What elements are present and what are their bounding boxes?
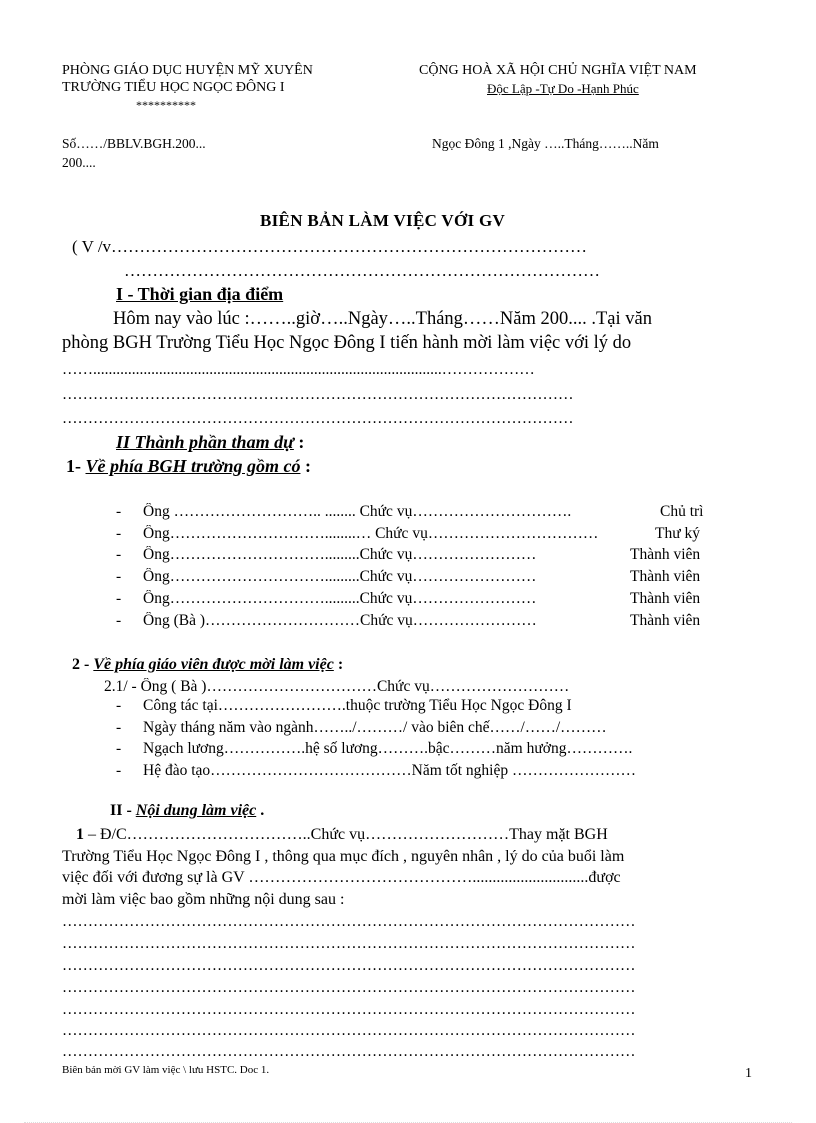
subject-line-2: ………………………………………………………………………… (124, 261, 600, 280)
bgh-subheading-num: 1- (66, 456, 86, 476)
content-dots: ………………………………………………………………………………………………… (62, 1043, 636, 1060)
member-fields: Ông (Bà )…………………………Chức vụ…………………… (143, 612, 537, 629)
footer-path: Biên bản mời GV làm việc \ lưu HSTC. Doc 1. (62, 1064, 270, 1076)
teacher-subheading (72, 656, 343, 674)
list-item (0, 697, 816, 717)
list-bullet: - (116, 590, 122, 607)
teacher-subheading-num: 2 - (72, 656, 94, 673)
section-1-line-1: Hôm nay vào lúc :……..giờ…..Ngày…..Tháng……Năm 200.... .Tại văn (113, 309, 652, 329)
teacher-name-line: 2.1/ - Ông ( Bà )……………………………Chức vụ……………………… (104, 678, 570, 695)
member-role: Thành viên (630, 612, 701, 629)
content-line-4: mời làm việc bao gồm những nội dung sau : (62, 891, 345, 908)
list-item (0, 762, 816, 782)
section-3-num: II - (110, 802, 136, 819)
content-dots: ………………………………………………………………………………………………… (62, 913, 636, 930)
bgh-subheading-text: Về phía BGH trường gồm có (85, 456, 301, 476)
reason-dots-2: ……………………………………………………………………………………… (62, 386, 574, 403)
content-line-3: việc đối với đương sự là GV …………………………………….............................được (62, 869, 621, 886)
teacher-info: Ngạch lương…………….hệ số lương……….bậc………năm hưởng…………. (143, 740, 633, 757)
list-item (0, 719, 816, 739)
section-1-heading: I - Thời gian địa điểm (116, 284, 284, 304)
list-bullet: - (116, 568, 122, 585)
document-number: Số……/BBLV.BGH.200... (62, 136, 206, 151)
teacher-info: Công tác tại…………………….thuộc trường Tiểu Học Ngọc Đông I (143, 697, 572, 714)
document-year: 200.... (62, 155, 96, 170)
list-bullet: - (116, 719, 122, 736)
school-name: TRƯỜNG TIỂU HỌC NGỌC ĐÔNG I (62, 80, 285, 95)
page-number: 1 (745, 1066, 752, 1081)
content-dots: ………………………………………………………………………………………………… (62, 979, 636, 996)
member-role: Thành viên (630, 568, 701, 585)
member-fields: Ông………………………….........Chức vụ…………………… (143, 546, 537, 563)
content-dots: ………………………………………………………………………………………………… (62, 1001, 636, 1018)
header-separator: ********** (136, 98, 196, 112)
document-date: Ngọc Đông 1 ,Ngày …..Tháng……..Năm (432, 136, 659, 151)
member-role: Thành viên (630, 546, 701, 563)
member-role: Thành viên (630, 590, 701, 607)
member-fields: Ông………………………….........Chức vụ…………………… (143, 590, 537, 607)
list-bullet: - (116, 546, 122, 563)
list-bullet: - (116, 740, 122, 757)
content-dots: ………………………………………………………………………………………………… (62, 1022, 636, 1039)
list-bullet: - (116, 762, 122, 779)
list-item (0, 612, 816, 632)
list-item (0, 590, 816, 610)
list-bullet: - (116, 525, 122, 542)
list-item (0, 503, 816, 523)
list-bullet: - (116, 612, 122, 629)
section-2-heading-colon: : (293, 432, 305, 452)
section-3-heading-dot: . (256, 802, 265, 819)
content-dots: ………………………………………………………………………………………………… (62, 935, 636, 952)
content-line-2: Trường Tiểu Học Ngọc Đông I , thông qua mục đích , nguyên nhân , lý do của buổi làm (62, 848, 625, 865)
teacher-subheading-text: Về phía giáo viên được mời làm việc (93, 656, 334, 673)
department-name: PHÒNG GIÁO DỤC HUYỆN MỸ XUYÊN (62, 63, 313, 78)
teacher-subheading-colon: : (333, 656, 344, 673)
list-item (0, 546, 816, 566)
section-1-line-2: phòng BGH Trường Tiểu Học Ngọc Đông I tiến hành mời làm việc với lý do (62, 333, 632, 353)
section-2-heading (116, 432, 304, 453)
member-fields: Ông………………………….........Chức vụ…………………… (143, 568, 537, 585)
item-number: 1 (76, 826, 84, 843)
content-line-1 (62, 826, 756, 844)
member-role: Thư ký (655, 525, 700, 542)
page-title: BIÊN BẢN LÀM VIỆC VỚI GV (260, 211, 506, 230)
member-fields: Ông ……………………….. ........ Chức vụ…………………………. (143, 503, 572, 520)
teacher-info: Ngày tháng năm vào ngành……../………/ vào biên chế……/……/……… (143, 719, 607, 736)
section-3-heading-text: Nội dung làm việc (135, 802, 257, 819)
list-item (0, 740, 816, 760)
section-3-heading (110, 802, 264, 820)
country-name: CỘNG HOÀ XÃ HỘI CHỦ NGHĨA VIỆT NAM (419, 63, 697, 78)
bgh-subheading-colon: : (300, 456, 311, 476)
list-bullet: - (116, 503, 122, 520)
content-line-1-text: – Đ/C……………………………..Chức vụ………………………Thay mặt BGH (84, 826, 608, 843)
list-bullet: - (116, 697, 122, 714)
list-item (0, 568, 816, 588)
bgh-subheading (66, 456, 311, 477)
motto: Độc Lập -Tự Do -Hạnh Phúc (487, 81, 639, 96)
subject-line-1: ( V /v………………………………………………………………………… (72, 237, 588, 256)
content-dots: ………………………………………………………………………………………………… (62, 957, 636, 974)
member-fields: Ông…………………………........… Chức vụ…………………………… (143, 525, 599, 542)
member-role: Chủ trì (660, 503, 704, 520)
section-2-heading-text: II Thành phần tham dự (116, 432, 294, 452)
teacher-info: Hệ đào tạo…………………………………Năm tốt nghiệp …………………… (143, 762, 636, 779)
reason-dots-3: ……………………………………………………………………………………… (62, 410, 574, 427)
list-item (0, 525, 816, 545)
reason-dots-1: ……..........................................................................................……………… (62, 361, 535, 378)
